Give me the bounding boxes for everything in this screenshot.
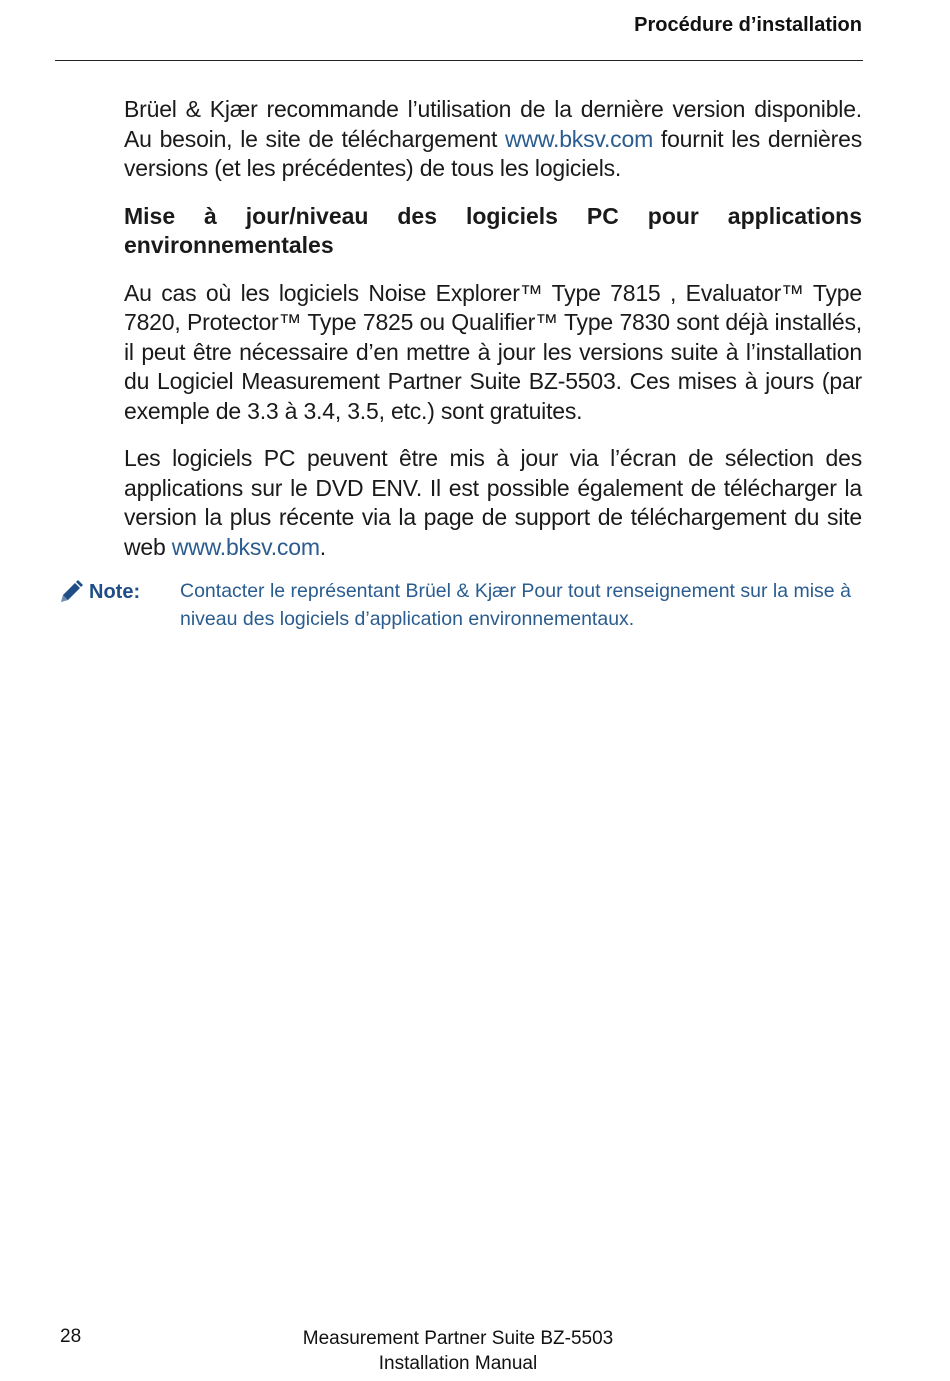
page-number: 28 — [60, 1326, 82, 1347]
intro-text-start: Brüel & Kjær recommande l’utilisation de la dernière version disponible. Au besoin, le site de téléchargement — [124, 96, 862, 152]
footer-title-line1: Measurement Partner Suite BZ-5503 — [302, 1328, 614, 1349]
bksv-website-link[interactable]: www.bksv.com — [171, 533, 320, 560]
footer-title — [258, 1326, 658, 1376]
section-title: Procédure d’installation — [634, 14, 862, 36]
update-paragraph — [124, 444, 862, 562]
pencil-icon — [58, 579, 84, 605]
note-text: Contacter le représentant Brüel & Kjær Pour tout renseignement sur la mise à niveau des logiciels d’application environnementaux. — [180, 580, 851, 630]
update-text-start: Les logiciels PC peuvent être mis à jour via l’écran de sélection des applications sur le DVD ENV. Il est possible également de télécharger la version la plus récente via la page de support de téléchargement du site web — [124, 445, 862, 560]
footer-title-line2: Installation Manual — [378, 1353, 538, 1374]
note-marker — [58, 579, 140, 605]
note-label: Note: — [89, 580, 141, 603]
intro-text-end: fournit les dernières versions (et les précédentes) de tous les logiciels. — [124, 125, 863, 181]
page-body — [124, 95, 862, 580]
intro-paragraph — [124, 95, 862, 184]
update-text-end: . — [319, 533, 326, 560]
upgrade-paragraph: Au cas où les logiciels Noise Explorer™ Type 7815 , Evaluator™ Type 7820, Protector™ Type 7825 ou Qualifier™ Type 7830 sont déjà installés, il peut être nécessaire d’en mettre à jour les versions suite à l’installation du Logiciel Measurement Partner Suite BZ-5503. Ces mises à jours (par exemple de 3.3 à 3.4, 3.5, etc.) sont gratuites. — [124, 279, 862, 424]
header-divider — [55, 60, 863, 61]
bksv-link[interactable]: www.bksv.com — [505, 125, 654, 152]
section-heading: Mise à jour/niveau des logiciels PC pour applications environnementales — [124, 202, 862, 258]
